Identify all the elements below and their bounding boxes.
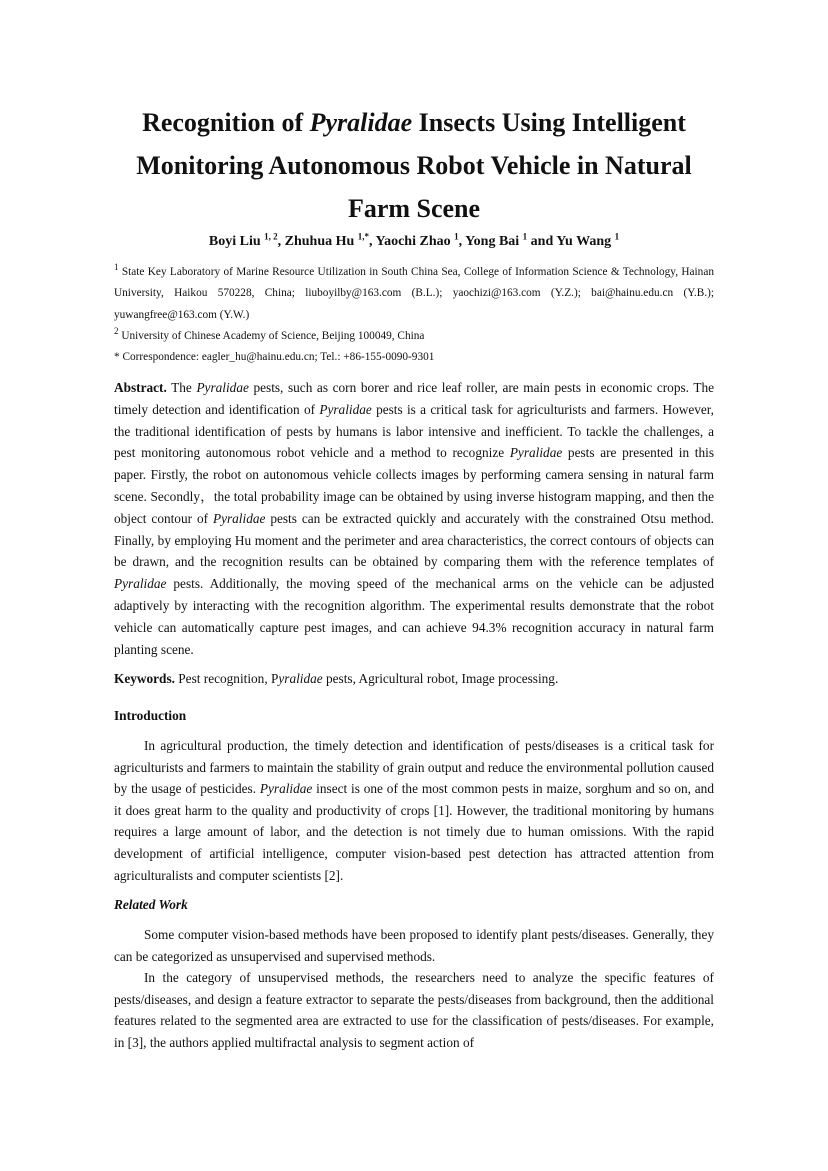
abstract-italic-term: Pyralidae [212, 510, 266, 526]
paper-title [114, 101, 714, 230]
title-text: Insects Using Intelligent Monitoring Autonomous Robot Vehicle in Natural Farm Scene [136, 108, 692, 223]
abstract-text: pests, such as corn borer and rice leaf roller, are main pests in economic crops. The timely detection and identification of [114, 380, 714, 417]
abstract-italic-term: Pyralidae [319, 401, 372, 417]
abstract-text: pests can be extracted quickly and accurately with the constrained Otsu method. Finally, by employing Hu moment and the perimeter and area characteristics, the correct contours of objects can be drawn, and the recognition results can be obtained by comparing them with the reference templates of [114, 510, 714, 570]
affiliation-2 [114, 326, 714, 347]
author-name: Boyi Liu [208, 234, 261, 249]
affiliation-text: University of Chinese Academy of Science, Beijing 100049, China [118, 329, 425, 342]
affiliation-mark: 2 [114, 326, 119, 337]
corresponding-mark: * [364, 231, 370, 242]
author-affiliation-mark: 1 [522, 231, 528, 242]
author-name: Yong Bai [465, 234, 520, 249]
author-separator: , [277, 234, 285, 249]
abstract-italic-term: Pyralidae [196, 380, 249, 395]
author-name: Zhuhua Hu [284, 234, 355, 249]
title-italic-term: Pyralidae [309, 108, 413, 137]
title-text: Recognition of [142, 108, 310, 137]
author-affiliation-mark: 1 [454, 231, 459, 242]
correspondence: * Correspondence: eagler_hu@hainu.edu.cn; Tel.: +86-155-0090-9301 [114, 351, 435, 364]
abstract-text: pests are presented in this paper. Firstly, the robot on autonomous vehicle collects images by performing camera sensing in natural farm scene. Secondly，the total probability image can be obtained by using inverse histogram mapping, and then the object contour of [114, 445, 714, 526]
paragraph-text: In agricultural production, the timely detection and identification of pests/diseases is a critical task for agriculturists and farmers to maintain the stability of grain output and reduce the environmental pollution caused by the usage of pesticides. [114, 738, 714, 797]
abstract-label: Abstract. [114, 380, 167, 395]
abstract-text: pests is a critical task for agriculturists and farmers. However, the traditional identification of pests by humans is labor intensive and inefficient. To tackle the challenges, a pest monitoring autonomous robot vehicle and a method to recognize [114, 401, 714, 461]
author-affiliation-mark [358, 231, 369, 241]
keywords-text: Pest recognition, P [174, 671, 279, 686]
author-name: Yaochi Zhao [375, 234, 451, 249]
paragraph-italic-term: Pyralidae [259, 781, 313, 797]
section-heading-introduction: Introduction [114, 708, 187, 723]
author-affiliation-mark: 1 [614, 231, 620, 242]
author-affiliation-mark: 1, 2 [264, 231, 278, 242]
affiliation-1 [114, 262, 714, 326]
abstract [114, 377, 714, 660]
related-work-paragraph-1: Some computer vision-based methods have been proposed to identify plant pests/diseases. Generally, they can be categorized as unsupervised and supervised methods. [114, 927, 714, 964]
author-name: Yu Wang [556, 234, 612, 249]
affiliation-number: 1, [357, 231, 365, 242]
author-list [114, 232, 714, 252]
affiliation-mark: 1 [114, 262, 119, 273]
abstract-text: The [166, 380, 197, 395]
section-heading-related-work: Related Work [114, 897, 188, 912]
paragraph-text: insect is one of the most common pests in maize, sorghum and so on, and it does great harm to the quality and productivity of crops [1]. However, the traditional monitoring by humans requires a large amount of labor, and the detection is not timely due to human omissions. With the rapid development of artificial intelligence, computer vision-based pest detection has attracted attention from agriculturalists and computer scientists [2]. [114, 781, 714, 883]
keywords-text: pests, Agricultural robot, Image processing. [322, 671, 559, 686]
affiliations [114, 262, 714, 368]
abstract-italic-term: Pyralidae [509, 445, 563, 461]
author-separator: , [458, 234, 466, 249]
introduction-paragraph [114, 735, 714, 886]
keywords-italic-term: yralidae [278, 671, 323, 686]
related-work-paragraph-2: In the category of unsupervised methods, the researchers need to analyze the specific features of pests/diseases, and design a feature extractor to separate the pests/diseases from background, then the additional features related to the segmented area are extracted to use for the classification of pests/diseases. For example, in [3], the authors applied multifractal analysis to segment action of [114, 970, 714, 1050]
abstract-text: pests. Additionally, the moving speed of the mechanical arms on the vehicle can be adjusted adaptively by interacting with the recognition algorithm. The experimental results demonstrate that the robot vehicle can automatically capture pest images, and can achieve 94.3% recognition accuracy in natural farm planting scene. [114, 576, 714, 657]
abstract-italic-term: Pyralidae [114, 576, 167, 592]
author-separator: and [527, 234, 557, 249]
author-separator: , [369, 234, 376, 249]
affiliation-text: State Key Laboratory of Marine Resource Utilization in South China Sea, College of Information Science & Technology, Hainan University, Haikou 570228, China; liuboyilby@163.com (B.L.); yaochizi@163.com (Y.Z.); bai@hainu.edu.cn (Y.B.); yuwangfree@163.com (Y.W.) [114, 266, 714, 321]
keywords-label: Keywords. [114, 671, 175, 686]
keywords [114, 668, 714, 690]
